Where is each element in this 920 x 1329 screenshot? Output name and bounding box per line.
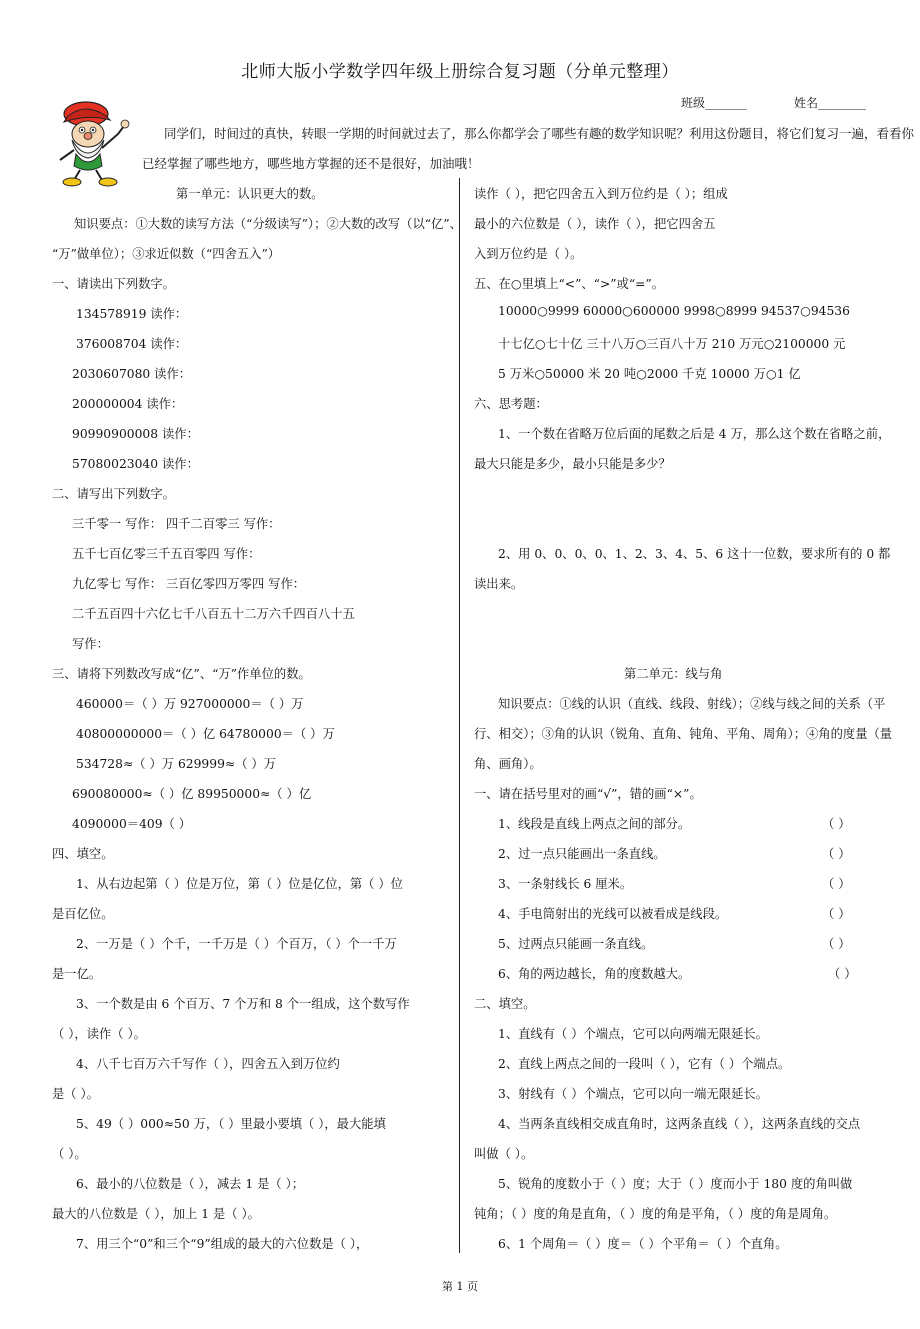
text-line: 最大只能是多少，最小只能是多少？ [474,457,671,471]
text-line: 角、画角）。 [474,757,542,771]
section-heading: 六、思考题： [474,397,548,411]
text-line: 460000＝（ ）万 927000000＝（ ）万 [76,697,304,711]
text-line: 1、直线有（ ）个端点，它可以向两端无限延长。 [498,1027,768,1041]
answer-paren[interactable]: （ ） [822,937,851,951]
text-line: 6、1 个周角＝（ ）度＝（ ）个平角＝（ ）个直角。 [498,1237,788,1251]
text-line: 2、用 0、0、0、0、1、2、3、4、5、6 这十一位数，要求所有的 0 都 [498,547,891,561]
section-heading: 二、填空。 [474,997,536,1011]
section-heading: 五、在○里填上“<”、“>”或“=”。 [474,277,665,291]
text-line: 入到万位约是（ ）。 [474,247,583,261]
page-title: 北师大版小学数学四年级上册综合复习题（分单元整理） [241,62,679,82]
text-line: 134578919 读作： [76,307,188,321]
text-line: 最大的八位数是（ ），加上 1 是（ ）。 [52,1207,260,1221]
text-line: 是（ ）。 [52,1087,99,1101]
text-line: 写作： [72,637,109,651]
text-line: 3、一个数是由 6 个百万、7 个万和 8 个一组成，这个数写作 [76,997,410,1011]
section-heading: 二、请写出下列数字。 [52,487,175,501]
name-field: 姓名________ [794,96,867,110]
text-line: 五千七百亿零三千五百零四 写作： [72,547,261,561]
text-line: 57080023040 读作： [72,457,199,471]
unit2-title: 第二单元：线与角 [624,667,723,681]
unit1-title: 第一单元：认识更大的数。 [176,187,324,201]
text-line: 二千五百四十六亿七千八百五十二万六千四百八十五 [72,607,355,621]
text-line: 读出来。 [474,577,524,591]
class-field: 班级_______ [681,96,748,110]
tf-question: 2、过一点只能画出一条直线。 [498,847,666,861]
text-line: 1、一个数在省略万位后面的尾数之后是 4 万，那么这个数在省略之前， [498,427,891,441]
text-line: 知识要点：①大数的读写方法（“分级读写”）；②大数的改写（以“亿”、 [74,217,462,231]
text-line: 90990900008 读作： [72,427,199,441]
tf-question: 1、线段是直线上两点之间的部分。 [498,817,691,831]
text-line: 6、最小的八位数是（ ），减去 1 是（ ）； [76,1177,305,1191]
section-heading: 四、填空。 [52,847,114,861]
text-line: 三千零一 写作： 四千二百零三 写作： [72,517,281,531]
text-line: 九亿零七 写作： 三百亿零四万零四 写作： [72,577,306,591]
answer-paren[interactable]: （ ） [822,847,851,861]
text-line: 5、49（ ）000≈50 万，（ ）里最小要填（ ），最大能填 [76,1117,386,1131]
answer-paren[interactable]: （ ） [828,967,857,981]
text-line: 200000004 读作： [72,397,184,411]
text-line: 690080000≈（ ）亿 89950000≈（ ）亿 [72,787,312,801]
text-line: 钝角；（ ）度的角是直角，（ ）度的角是平角，（ ）度的角是周角。 [474,1207,837,1221]
text-line: 5 万米○50000 米 20 吨○2000 千克 10000 万○1 亿 [498,367,801,381]
text-line: （ ），读作（ ）。 [52,1027,146,1041]
tf-question: 4、手电筒射出的光线可以被看成是线段。 [498,907,728,921]
text-line: 2030607080 读作： [72,367,192,381]
mascot-image [52,96,138,188]
text-line: 10000○9999 60000○600000 9998○8999 94537○94536 [498,304,850,318]
text-line: 叫做（ ）。 [474,1147,534,1161]
tf-question: 5、过两点只能画一条直线。 [498,937,654,951]
text-line: 4090000＝409（ ） [72,817,192,831]
intro-line-1: 同学们，时间过的真快，转眼一学期的时间就过去了，那么你都学会了哪些有趣的数学知识呢？利用这份题目，将它们复习一遍，看看你 [164,126,915,141]
text-line: 是百亿位。 [52,907,114,921]
answer-paren[interactable]: （ ） [822,907,851,921]
text-line: 2、直线上两点之间的一段叫（ ），它有（ ）个端点。 [498,1057,791,1071]
text-line: 4、当两条直线相交成直角时，这两条直线（ ），这两条直线的交点 [498,1117,861,1131]
answer-paren[interactable]: （ ） [822,877,851,891]
text-line: 读作（ ），把它四舍五入到万位约是（ ）；组成 [474,187,728,201]
text-line: 5、锐角的度数小于（ ）度；大于（ ）度而小于 180 度的角叫做 [498,1177,853,1191]
text-line: 534728≈（ ）万 629999≈（ ）万 [76,757,276,771]
text-line: 十七亿○七十亿 三十八万○三百八十万 210 万元○2100000 元 [498,337,846,351]
section-heading: 一、请读出下列数字。 [52,277,175,291]
tf-question: 3、一条射线长 6 厘米。 [498,877,633,891]
tf-question: 6、角的两边越长，角的度数越大。 [498,967,691,981]
text-line: 7、用三个“0”和三个“9”组成的最大的六位数是（ ）， [76,1237,369,1251]
text-line: （ ）。 [52,1147,87,1161]
answer-paren[interactable]: （ ） [822,817,851,831]
column-divider [459,178,460,1253]
text-line: 4、八千七百万六千写作（ ），四舍五入到万位约 [76,1057,340,1071]
page-number: 第 1 页 [442,1280,478,1293]
text-line: 是一亿。 [52,967,102,981]
text-line: 2、一万是（ ）个千，一千万是（ ）个百万，（ ）个一千万 [76,937,397,951]
intro-line-2: 已经掌握了哪些地方，哪些地方掌握的还不是很好，加油哦！ [142,156,480,171]
text-line: 376008704 读作： [76,337,188,351]
section-heading: 一、请在括号里对的画“√”，错的画“×”。 [474,787,702,801]
text-line: 40800000000＝（ ）亿 64780000＝（ ）万 [76,727,335,741]
text-line: 1、从右边起第（ ）位是万位，第（ ）位是亿位，第（ ）位 [76,877,403,891]
section-heading: 三、请将下列数改写成“亿”、“万”作单位的数。 [52,667,311,681]
text-line: “万”做单位）；③求近似数（“四舍五入”） [52,247,281,261]
text-line: 行、相交）；③角的认识（锐角、直角、钝角、平角、周角）；④角的度量（量 [474,727,893,741]
text-line: 知识要点：①线的认识（直线、线段、射线）；②线与线之间的关系（平 [498,697,886,711]
text-line: 3、射线有（ ）个端点，它可以向一端无限延长。 [498,1087,768,1101]
text-line: 最小的六位数是（ ），读作（ ），把它四舍五 [474,217,716,231]
